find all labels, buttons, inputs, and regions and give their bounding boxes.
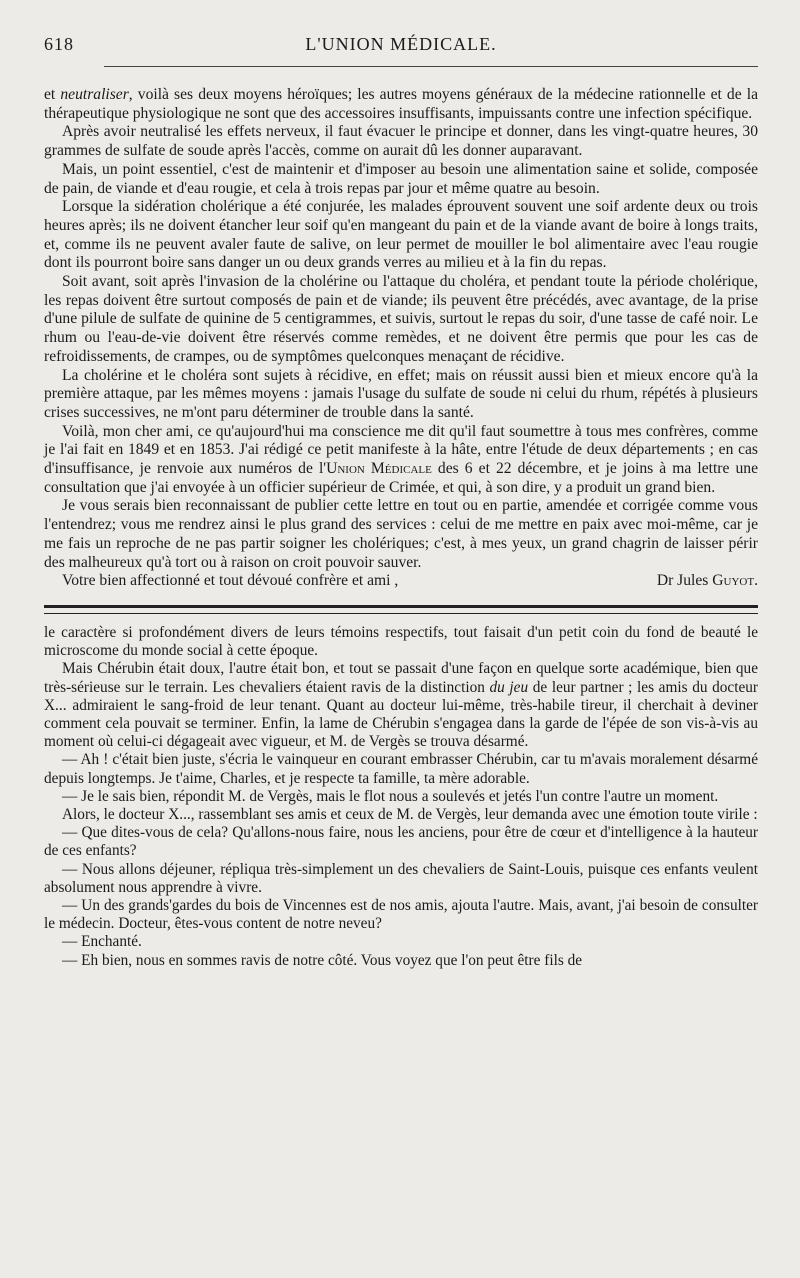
text-run: Mais Chérubin était doux, l'autre était bon, et tout se passait d'une façon en quelque sorte académique, bien que très-sérieuse sur le terrain. Les chevaliers étaient ravis de la distinction xyxy=(44,660,758,696)
feuilleton-paragraph-7: — Nous allons déjeuner, répliqua très-simplement un des chevaliers de Saint-Louis, puisque ces enfants veulent absolument nous apprendre à vivre. xyxy=(44,860,758,896)
text-run: de leur partner ; les amis du docteur X... admiraient le sang-froid de leur tenant. Quant au docteur lui-même, très-habile tireur, il cherchait à deviner comment cela pouvait se terminer. Enfin, la lame de Chérubin s'engagea dans la garde de l'épée de son vis-à-vis au moment où celui-ci dégageait avec vigueur, et M. de Vergès se trouva désarmé. xyxy=(44,678,758,751)
italic-phrase: du jeu xyxy=(489,678,529,696)
italic-word: neutraliser xyxy=(60,86,129,103)
letter-paragraph-2: Après avoir neutralisé les effets nerveux, il faut évacuer le principe et donner, dans les vingt-quatre heures, 30 grammes de sulfate de soude après l'accès, comme on aurait dû les donner auparavant. xyxy=(44,123,758,160)
letter-paragraph-7 xyxy=(44,423,758,498)
text-run: , voilà ses deux moyens héroïques; les autres moyens généraux de la médecine rationnelle et de la thérapeutique physiologique ne sont que des accessoires insuffisants, impuissants contre une infection spécifique. xyxy=(44,86,758,122)
text-run: et xyxy=(44,86,61,103)
feuilleton-paragraph-8: — Un des grands'gardes du bois de Vincennes est de nos amis, ajouta l'autre. Mais, avant, j'ai besoin de consulter le médecin. Docteur, êtes-vous content de notre neveu? xyxy=(44,897,758,933)
page-number: 618 xyxy=(44,34,74,54)
feuilleton-paragraph-5: Alors, le docteur X..., rassemblant ses amis et ceux de M. de Vergès, leur demanda avec une émotion toute virile : xyxy=(62,806,758,824)
feuilleton-paragraph-6: — Que dites-vous de cela? Qu'allons-nous faire, nous les anciens, pour être de cœur et d'intelligence à la hauteur de ces enfants? xyxy=(44,824,758,860)
letter-paragraph-6: La cholérine et le choléra sont sujets à récidive, en effet; mais on réussit aussi bien et mieux encore qu'à la première attaque, par les mêmes moyens : jamais l'usage du sulfate de soude ni celui du rhum, répétés à plusieurs crises successives, ne m'ont paru déterminer de trouble dans la santé. xyxy=(44,366,758,421)
letter-paragraph-4: Lorsque la sidération cholérique a été conjurée, les malades éprouvent souvent une soif ardente deux ou trois heures après; ils ne doivent étancher leur soif qu'en mangeant du pain et de la viande avant de boire à longs traits, et, comme ils ne peuvent avaler faute de salive, on leur permet de mouiller le bol alimentaire avec l'eau rougie dont ils pourront boire sans danger un ou deux grands verres au milieu et à la fin du repas. xyxy=(44,198,758,272)
page-header xyxy=(44,34,758,64)
letter-closing xyxy=(44,572,758,591)
feuilleton-separator xyxy=(44,605,758,614)
feuilleton-paragraph-1: le caractère si profondément divers de leurs témoins respectifs, tout faisait d'un petit coin du fond de beauté le microscome du monde social à cette époque. xyxy=(44,623,758,660)
text-run: Voilà, mon cher ami, ce qu'aujourd'hui ma conscience me dit qu'il faut soumettre à tous mes confrères, comme je l'ai fait en 1849 et en 1853. J'ai rédigé ce petit manifeste à la hâte, entre l'étude de deux départements ; en cas d'insuffisance, je renvoie aux numéros de l' xyxy=(44,422,758,478)
feuilleton-paragraph-3: — Ah ! c'était bien juste, s'écria le vainqueur en courant embrasser Chérubin, car tu m'avais moralement désarmé depuis longtemps. Je t'aime, Charles, et je respecte ta famille, ta mère adorable. xyxy=(44,751,758,787)
letter-paragraph-1 xyxy=(44,86,758,123)
signature xyxy=(639,572,758,591)
journal-name: Union Médicale xyxy=(326,460,432,478)
letter-paragraph-8: Je vous serais bien reconnaissant de publier cette lettre en tout ou en partie, amendée et corrigée comme vous l'entendrez; vous me rendrez ainsi le plus grand des services : celui de me mettre en paix avec moi-même, car je me fais un reproche de ne pas partir soigner les cholériques; c'est, à mes yeux, un grand chagrin de laisser périr des malheureux qu'à tort ou à raison on croit pouvoir sauver. xyxy=(44,497,758,571)
closing-text: Votre bien affectionné et tout dévoué confrère et ami , xyxy=(62,572,399,590)
feuilleton-paragraph-2 xyxy=(44,660,758,751)
running-title: L'UNION MÉDICALE. xyxy=(305,34,497,54)
letter-paragraph-5: Soit avant, soit après l'invasion de la cholérine ou l'attaque du choléra, et pendant toute la période cholérique, les repas doivent être surtout composés de pain et de viande; ils peuvent être précédés, avec avantage, de la prise d'une pilule de sulfate de quinine de 5 centigrammes, et suivis, surtout le repas du soir, d'une tasse de café noir. Le rhum ou l'eau-de-vie doivent être réservés comme remèdes, et ne doivent être permis que pour les cas de refroidissements, de crampes, ou de symptômes quelconques menaçant de récidive. xyxy=(44,273,758,365)
header-rule xyxy=(104,66,758,67)
feuilleton-paragraph-10: — Eh bien, nous en sommes ravis de notre côté. Vous voyez que l'on peut être fils de xyxy=(62,951,583,969)
text-run: des 6 et 22 décembre, et je joins à ma lettre une consultation que j'ai envoyée à un officier supérieur de Crimée, et qui, à son dire, y a produit un grand bien. xyxy=(44,460,758,496)
feuilleton-paragraph-9: — Enchanté. xyxy=(62,933,142,951)
signature-prefix: Dr Jules xyxy=(656,572,713,590)
letter-paragraph-3: Mais, un point essentiel, c'est de maintenir et d'imposer au besoin une alimentation saine et solide, composée de pain, de viande et d'eau rougie, et cela à trois repas par jour et même quatre au besoin. xyxy=(44,160,758,197)
feuilleton-column xyxy=(44,624,758,970)
signature-name: Guyot. xyxy=(712,572,758,590)
letter-column xyxy=(44,86,758,591)
feuilleton-paragraph-4: — Je le sais bien, répondit M. de Vergès, mais le flot nous a soulevés et jetés l'un contre l'autre un moment. xyxy=(62,787,719,805)
